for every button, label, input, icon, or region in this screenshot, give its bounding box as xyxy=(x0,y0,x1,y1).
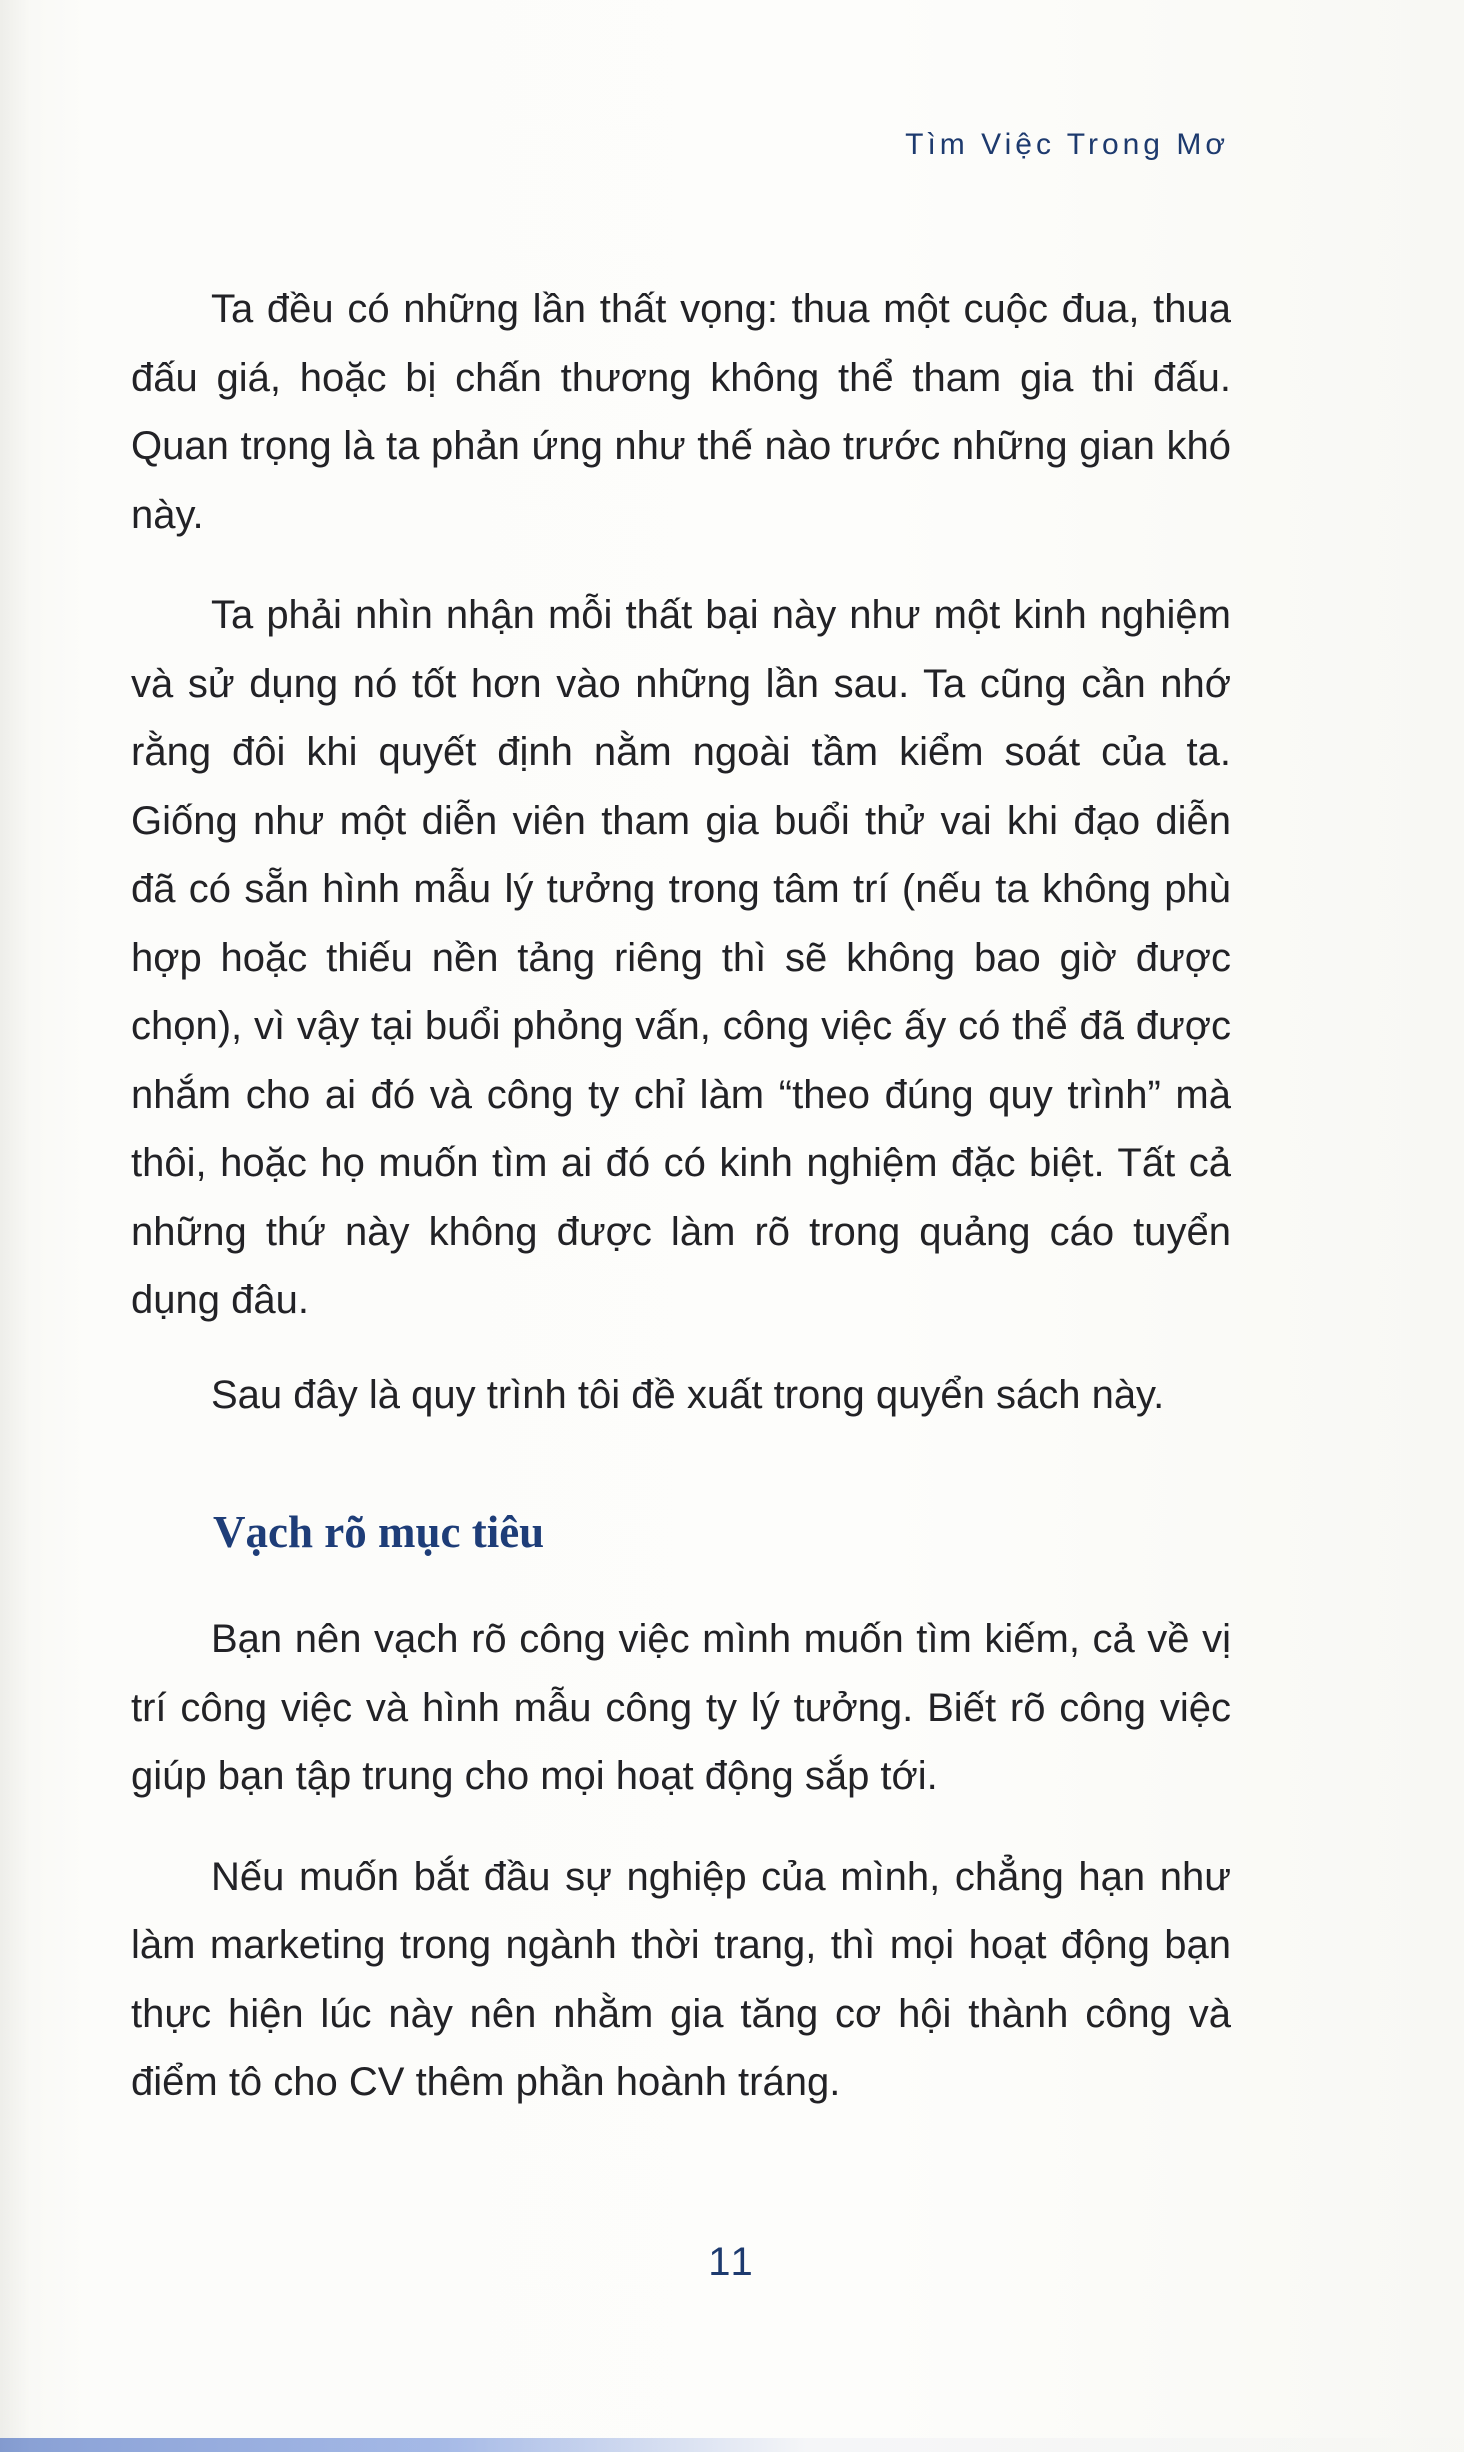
section-heading: Vạch rõ mục tiêu xyxy=(213,1507,545,1557)
paragraph-proposed-process: Sau đây là quy trình tôi đề xuất trong quyển sách này. xyxy=(211,1372,1165,1417)
paragraph-disappointments: Ta đều có những lần thất vọng: thua một cuộc đua, thua đấu giá, hoặc bị chấn thương không thể tham gia thi đấu. Quan trọng là ta phản ứng như thế nào trước những gian khó này. xyxy=(131,287,1231,537)
section-one-body xyxy=(131,275,1231,1429)
page-gutter-shadow xyxy=(0,0,30,2452)
running-header-title: Tìm Việc Trong Mơ xyxy=(905,128,1229,161)
section-two-body xyxy=(131,1605,1231,2117)
paragraph-career-start: Nếu muốn bắt đầu sự nghiệp của mình, chẳng hạn như làm marketing trong ngành thời trang, thì mọi hoạt động bạn thực hiện lúc này nên nhằm gia tăng cơ hội thành công và điểm tô cho CV thêm phần hoành tráng. xyxy=(131,1854,1231,2104)
paragraph-learn-from-failure: Ta phải nhìn nhận mỗi thất bại này như một kinh nghiệm và sử dụng nó tốt hơn vào những lần sau. Ta cũng cần nhớ rằng đôi khi quyết định nằm ngoài tầm kiểm soát của ta. Giống như một diễn viên tham gia buổi thử vai khi đạo diễn đã có sẵn hình mẫu lý tưởng trong tâm trí (nếu ta không phù hợp hoặc thiếu nền tảng riêng thì sẽ không bao giờ được chọn), vì vậy tại buổi phỏng vấn, công việc ấy có thể đã được nhắm cho ai đó và công ty chỉ làm “theo đúng quy trình” mà thôi, hoặc họ muốn tìm ai đó có kinh nghiệm đặc biệt. Tất cả những thứ này không được làm rõ trong quảng cáo tuyển dụng đâu. xyxy=(131,593,1231,1322)
page-number: 11 xyxy=(708,2240,756,2284)
paragraph-define-goal: Bạn nên vạch rõ công việc mình muốn tìm kiếm, cả về vị trí công việc và hình mẫu công ty lý tưởng. Biết rõ công việc giúp bạn tập trung cho mọi hoạt động sắp tới. xyxy=(131,1617,1231,1798)
page-bottom-edge xyxy=(0,2438,1464,2452)
